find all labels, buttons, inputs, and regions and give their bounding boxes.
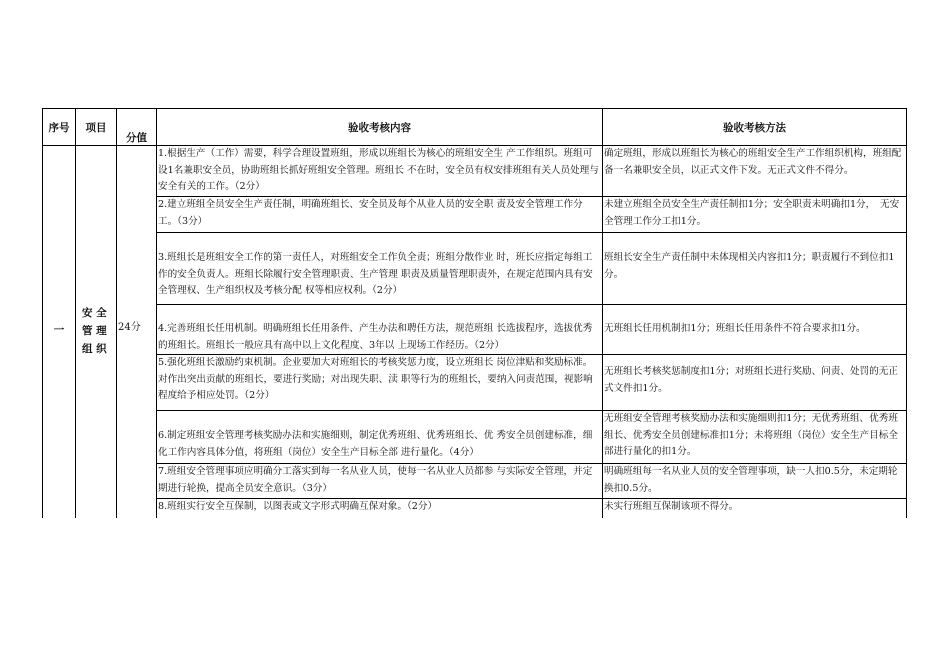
row-2-content: 2.建立班组全员安全生产责任制，明确班组长、安全员及每个从业人员的安全职 责及安全管理工作分工。（3分） bbox=[158, 199, 583, 227]
row-8-content: 8.班组实行安全互保制，以图表或文字形式明确互保对象。（2分） bbox=[158, 501, 438, 512]
row-1-method: 确定班组，形成以班组长为核心的班组安全生产工作组织机构，班组配备一名兼职安全员，以正式文件下发。无正式文件不得分。 bbox=[604, 148, 902, 176]
acceptance-table bbox=[42, 108, 907, 518]
col-divider bbox=[156, 108, 157, 518]
row-6-content: 6.制定班组安全管理考核奖励办法和实施细则，制定优秀班组、优秀班组长、优 秀安全员创建标准，细化工作内容具体分值，将班组（岗位）安全生产目标全部 进行量化。（4分） bbox=[158, 430, 593, 458]
left-border bbox=[42, 108, 43, 518]
section-name-line-2: 管 理 bbox=[82, 325, 107, 337]
row-7-method: 明确班组每一名从业人员的安全管理事项，缺一人扣0.5分，未定期轮换扣0.5分。 bbox=[604, 466, 898, 494]
col-divider bbox=[602, 108, 603, 518]
row-1-content: 1.根据生产（工作）需要，科学合理设置班组，形成以班组长为核心的班组安全生 产工作组织。班组可设1名兼职安全员，协助班组长抓好班组安全管理。班组长 不在时，安全员有权安排班组有关人员处理与安全有关的工作。（2分） bbox=[158, 148, 599, 192]
header-content: 验收考核内容 bbox=[348, 122, 411, 134]
header-seq: 序号 bbox=[48, 122, 70, 134]
row-6-method: 无班组安全管理考核奖励办法和实施细则扣1分；无优秀班组、优秀班组长、优秀安全员创建标准扣1分；未将班组（岗位）安全生产目标全部进行量化的扣1分。 bbox=[604, 413, 898, 457]
row-8-method: 未实行班组互保制该项不得分。 bbox=[604, 501, 739, 512]
section-name-line-3: 组 织 bbox=[82, 343, 107, 355]
row-4-content: 4.完善班组长任用机制。明确班组长任用条件、产生办法和聘任方法，规范班组 长选拔程序，选拔优秀的班组长。班组长一般应具有高中以上文化程度、3年以 上现场工作经历。（2分） bbox=[158, 323, 593, 351]
row-3-content: 3.班组长是班组安全工作的第一责任人，对班组安全工作负全责；班组分散作业 时，班长应指定每组工作的安全负责人。班组长除履行安全管理职责、生产管理 职责及质量管理职责外，在规定范围内具有安全管理权、生产组织权及考核分配 权等相应权利。（2分） bbox=[158, 252, 593, 296]
row-5-method: 无班组长考核奖惩制度扣1分；对班组长进行奖励、问责、处罚的无正式文件扣1分。 bbox=[604, 366, 898, 394]
col-divider bbox=[116, 108, 117, 518]
section-number: 一 bbox=[53, 324, 65, 336]
section-score: 24分 bbox=[118, 322, 141, 333]
row-5-content: 5.强化班组长激励约束机制。企业要加大对班组长的考核奖惩力度，设立班组长 岗位津贴和奖励标准。对作出突出贡献的班组长，要进行奖励；对出现失职、渎 职等行为的班组长，要纳入问责范围，视影响程度给予相应处罚。（2分） bbox=[158, 357, 593, 401]
section-name-line-1: 安 全 bbox=[82, 307, 107, 319]
row-7-content: 7.班组安全管理事项应明确分工落实到每一名从业人员，使每一名从业人员都参 与实际安全管理，并定期进行轮换，提高全员安全意识。（3分） bbox=[158, 466, 593, 494]
right-border bbox=[906, 108, 907, 518]
row-2-method: 未建立班组全员安全生产责任制扣1分；安全职责未明确扣1分， 无安全管理工作分工扣1分。 bbox=[604, 199, 900, 227]
header-method: 验收考核方法 bbox=[723, 122, 786, 134]
col-divider bbox=[75, 108, 76, 518]
row-divider bbox=[156, 232, 907, 233]
header-item: 项目 bbox=[85, 122, 107, 134]
top-border bbox=[42, 108, 907, 109]
header-score: 分值 bbox=[126, 132, 147, 144]
row-4-method: 无班组长任用机制扣1分；班组长任用条件不符合要求扣1分。 bbox=[604, 323, 866, 334]
row-3-method: 班组长安全生产责任制中未体现相关内容扣1分；职责履行不到位扣1分。 bbox=[604, 252, 895, 280]
row-divider bbox=[156, 304, 907, 305]
